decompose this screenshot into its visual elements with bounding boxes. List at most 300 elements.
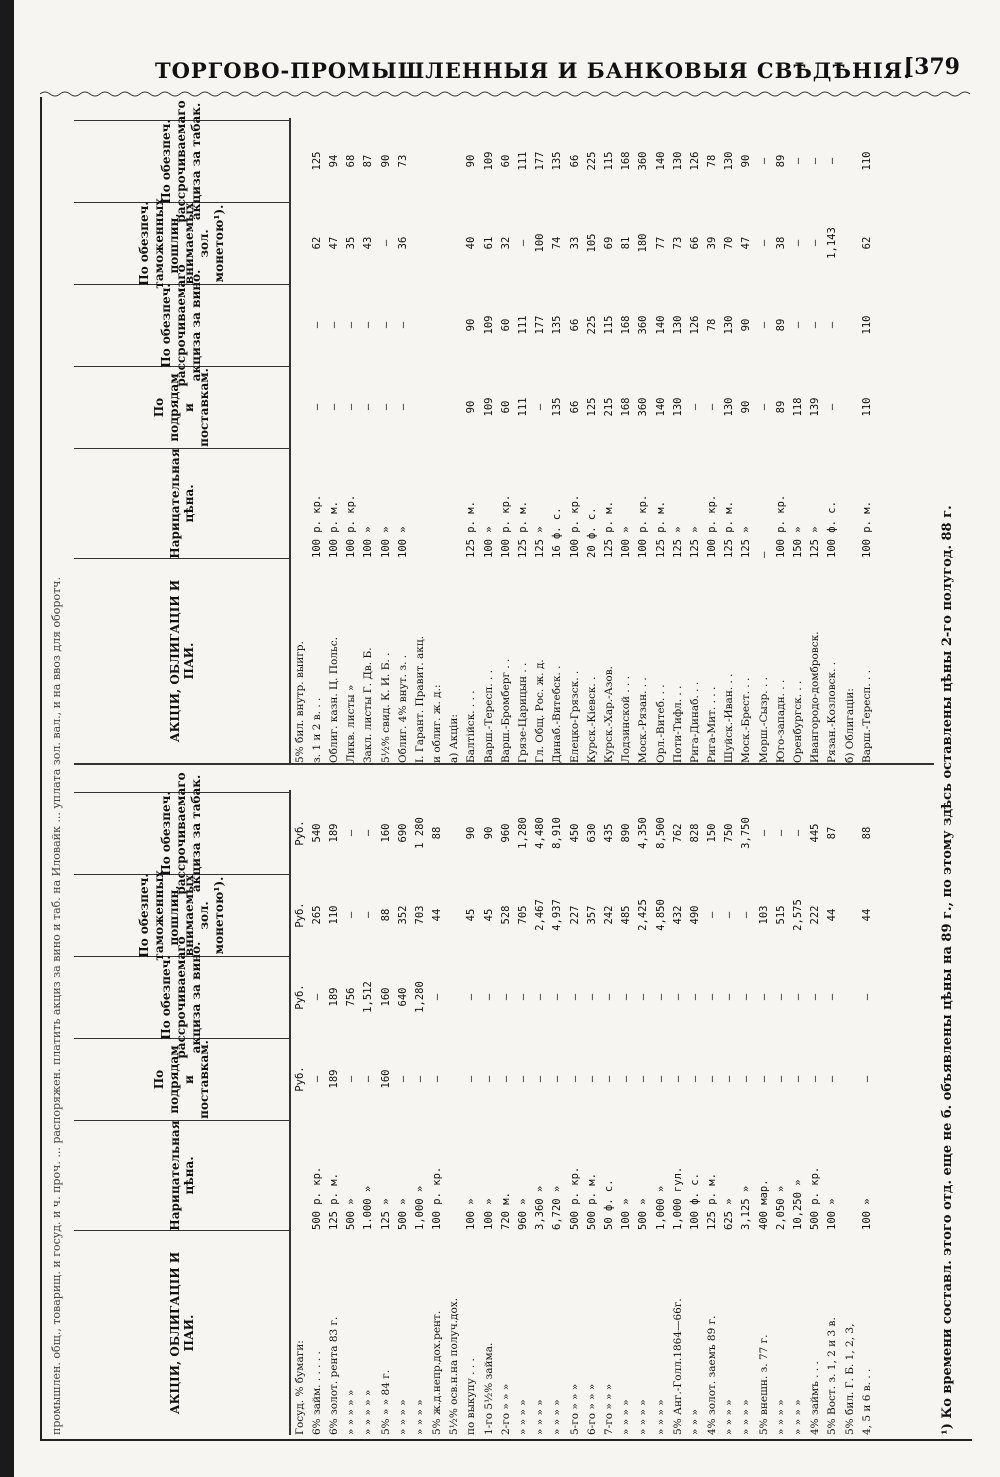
cell-name: 6% золот. рента 83 г. [327,1316,340,1435]
cell-nominal: 125 р. м. [517,501,530,558]
cell-name: » » » [688,1409,701,1435]
cell-nominal: 100 » [396,526,409,558]
cell-wine: 756 [345,987,358,1007]
cell-supply: — [723,1075,736,1083]
cell-supply: 60 [499,400,512,414]
cell-name: » » » » [413,1399,426,1435]
cell-wine: — [345,321,358,329]
cell-customs: 103 [757,905,770,925]
cell-supply: — [706,1075,719,1083]
cell-customs: 100 [534,233,547,253]
cell-supply: — [431,1075,444,1083]
cell-wine: — [774,993,787,1001]
cell-nominal: 100 » [482,1198,495,1230]
table-row [583,118,600,763]
cell-supply: — [620,1075,633,1083]
table-row [704,118,721,763]
cell-wine: — [465,993,478,1001]
footnote: ¹) Ко времени составл. этого отд. еще не б. объявлены цѣны на 89 г., по этому здѣсь оставлены цѣны 2-го полугод. 88 г. [940,505,955,1435]
cell-supply: — [345,1075,358,1083]
top-note: промышлен. общ., товарищ. и госуд. и ч. проч. ... распоряжен. платить акциз за вино и таб. на Иловайк ... уплата зол. вал., и на ввоз для оборотч. [50,577,63,1435]
cell-supply: 139 [809,397,822,417]
cell-tobacco: 126 [688,151,701,171]
cell-wine: 189 [327,987,340,1007]
cell-tobacco: 8,910 [551,817,564,849]
cell-tobacco: 4,480 [534,817,547,849]
cell-tobacco: 88 [860,826,873,840]
cell-name: 4% займъ . . . [809,1361,822,1435]
table-row [325,790,342,1435]
cell-tobacco: 87 [826,826,839,840]
cell-wine: — [620,993,633,1001]
cell-wine: — [792,993,805,1001]
page-header [60,50,960,90]
cell-name: Оренбургск. . . [792,680,805,763]
cell-customs: 38 [774,236,787,250]
cell-supply: — [379,403,392,411]
cell-nominal: 1,000 гул. [671,1166,684,1230]
table-row [721,118,738,763]
cell-tobacco: — [362,829,375,837]
cell-name: 4, 5 и 6 в. . . [860,1368,873,1435]
cell-nominal: 125 р. м. [602,501,615,558]
cell-supply: 160 [379,1069,392,1089]
cell-name: Рязан.-Козловск. . [826,661,839,763]
cell-nominal: 3,360 » [534,1185,547,1230]
cell-name: » » » » [774,1399,787,1435]
table-row [755,790,772,1435]
cell-supply: — [327,403,340,411]
cell-customs: 2,425 [637,899,650,931]
cell-supply: 109 [482,397,495,417]
cell-supply: — [534,403,547,411]
cell-customs: 73 [671,236,684,250]
cell-customs: — [362,911,375,919]
cell-name: Госуд. % бумаги: [293,1340,306,1435]
cell-nominal: 100 » [379,526,392,558]
cell-name: а) Акціи: [448,714,461,763]
cell-nominal: 100 » [362,526,375,558]
table-row [291,790,308,1435]
cell-nominal: 125 р. м. [327,1173,340,1230]
cell-tobacco: — [757,829,770,837]
table-row [789,118,806,763]
cell-customs: 432 [671,905,684,925]
cell-customs: 265 [310,905,323,925]
cell-name: Рига-Динаб. . . [688,681,701,763]
cell-tobacco: 111 [517,151,530,171]
cell-wine: 168 [620,315,633,335]
cell-name: Облиг. казн. Ц. Польс. [327,637,340,763]
cell-wine: 140 [654,315,667,335]
cell-nominal: 100 » [826,1198,839,1230]
right-table [74,100,934,765]
cell-nominal: 500 » [637,1198,650,1230]
table-row [738,118,755,763]
table-row [789,790,806,1435]
cell-supply: — [757,1075,770,1083]
cell-nominal: 100 р. кр. [431,1166,444,1230]
column-header-name: АКЦІИ, ОБЛИГАЦІИ И ПАИ. [74,1230,289,1435]
table-row [772,790,789,1435]
cell-supply: — [310,1075,323,1083]
cell-wine: — [310,321,323,329]
table-row [652,790,669,1435]
cell-name: Динаб.-Витебск. . [551,665,564,763]
column-header-tobacco-right: По обезпеч. рассрочиваемаго акциза за табак. [74,120,289,202]
table-row [824,118,841,763]
table-row [394,118,411,763]
table-row [463,118,480,763]
cell-nominal: 150 » [792,526,805,558]
cell-nominal: 50 ф. с. [602,1179,615,1230]
cell-nominal: 100 р. кр. [774,494,787,558]
column-header-wine: По обезпеч. рассрочиваемаго акциза за вино. [74,956,289,1038]
cell-nominal: 100 р. кр. [310,494,323,558]
cell-tobacco: 540 [310,823,323,843]
table-row [514,790,531,1435]
cell-wine: 66 [568,318,581,332]
table-row [686,118,703,763]
column-header-supply: По подрядам и поставкам. [74,1038,289,1120]
cell-customs: 36 [396,236,409,250]
table-row [807,790,824,1435]
cell-nominal: 500 р. кр. [809,1166,822,1230]
cell-wine: — [499,993,512,1001]
cell-tobacco: 115 [602,151,615,171]
cell-nominal: 100 р. м. [327,501,340,558]
cell-customs: — [345,911,358,919]
cell-customs: 4,937 [551,899,564,931]
cell-supply: — [568,1075,581,1083]
cell-nominal: 500 р. кр. [568,1166,581,1230]
cell-name: 5% бил. Г. Б. 1, 2, 3, [843,1323,856,1435]
cell-name: » » » » » [345,1389,358,1435]
table-row [841,118,858,763]
cell-wine: 90 [465,318,478,332]
cell-tobacco: 94 [327,154,340,168]
cell-customs: 62 [310,236,323,250]
table-row [669,790,686,1435]
cell-name: Варш.-Бромберг . . [499,658,512,763]
cell-supply: 90 [740,400,753,414]
cell-name: 4% золот. заемъ 89 г. [706,1315,719,1435]
cell-wine: 1,512 [362,981,375,1013]
cell-name: Моск.-Рязан. . . [637,677,650,763]
cell-supply: — [517,1075,530,1083]
cell-supply: — [826,403,839,411]
cell-nominal: 100 ф. с. [688,1173,701,1230]
cell-supply: — [637,1075,650,1083]
cell-tobacco: 168 [620,151,633,171]
cell-customs: 528 [499,905,512,925]
cell-customs: 44 [431,908,444,922]
column-header-name-right: АКЦІИ, ОБЛИГАЦІИ И ПАИ. [74,558,289,763]
table-row [480,790,497,1435]
cell-name: 5% » » 84 г. [379,1369,392,1435]
left-table-body [291,790,875,1435]
table-row [480,118,497,763]
cell-supply: — [396,1075,409,1083]
table-row [411,118,428,763]
table-row [308,790,325,1435]
table-row [841,790,858,1435]
cell-nominal: 400 мар. [757,1179,770,1230]
cell-wine: 640 [396,987,409,1007]
cell-nominal: 100 р. кр. [637,494,650,558]
cell-tobacco: 90 [465,154,478,168]
cell-customs: 110 [327,905,340,925]
cell-nominal: 10,250 » [792,1179,805,1230]
cell-wine: — [826,993,839,1001]
cell-supply: — [860,1075,873,1083]
cell-wine: — [809,993,822,1001]
cell-supply: 90 [465,400,478,414]
cell-name: Морш.-Сызр. . . [757,677,770,763]
cell-supply: — [671,1075,684,1083]
cell-customs: 105 [585,233,598,253]
cell-wine: 109 [482,315,495,335]
table-row [618,118,635,763]
cell-wine: — [482,993,495,1001]
cell-name: 7-го » » » [602,1383,615,1435]
cell-tobacco: 135 [551,151,564,171]
cell-name: Рига-Мит. . . . [706,686,719,763]
cell-customs: 222 [809,905,822,925]
cell-customs: 39 [706,236,719,250]
table-row [824,790,841,1435]
cell-supply: 130 [723,397,736,417]
cell-customs: 180 [637,233,650,253]
table-row [600,118,617,763]
cell-wine: — [740,993,753,1001]
cell-name: » » » » [792,1399,805,1435]
table-row [514,118,531,763]
cell-nominal: 625 » [723,1198,736,1230]
cell-wine: — [551,993,564,1001]
cell-supply: 135 [551,397,564,417]
cell-name: » » » » [637,1399,650,1435]
cell-tobacco: 890 [620,823,633,843]
cell-wine: 89 [774,318,787,332]
cell-nominal: 1,000 » [654,1185,667,1230]
cell-supply: — [362,403,375,411]
cell-nominal: 3,125 » [740,1185,753,1230]
cell-tobacco: 445 [809,823,822,843]
cell-supply: — [413,1075,426,1083]
cell-nominal: 20 ф. с. [585,507,598,558]
cell-wine: — [826,321,839,329]
cell-nominal: 100 р. кр. [499,494,512,558]
cell-tobacco: 90 [379,154,392,168]
cell-customs: 88 [379,908,392,922]
cell-tobacco: 90 [482,826,495,840]
cell-nominal: 16 ф. с. [551,507,564,558]
column-header-customs-right: По обезпеч. таможенных пошлин, внимаемых зол. монетою¹). [74,202,289,284]
cell-tobacco: 150 [706,823,719,843]
cell-customs: — [792,239,805,247]
cell-supply: — [551,1075,564,1083]
cell-supply: — [499,1075,512,1083]
table-row [600,790,617,1435]
cell-customs: 66 [688,236,701,250]
cell-name: I. Гарант. Правит. акц. [413,636,426,763]
cell-tobacco: 828 [688,823,701,843]
table-row [343,790,360,1435]
cell-nominal: 125 р. м. [654,501,667,558]
table-row [308,118,325,763]
cell-name: 5% Анг.-Голл.1864—66г. [671,1298,684,1435]
cell-wine: — [723,993,736,1001]
cell-supply: — [465,1075,478,1083]
cell-wine: — [431,993,444,1001]
book-spine-edge [0,0,14,1477]
cell-nominal: 500 » [345,1198,358,1230]
table-row [360,790,377,1435]
cell-supply: — [706,403,719,411]
cell-wine: — [379,321,392,329]
cell-supply: — [792,1075,805,1083]
table-row [325,118,342,763]
table-row [429,790,446,1435]
cell-wine: 160 [379,987,392,1007]
cell-tobacco: 125 [310,151,323,171]
cell-tobacco: 1 280 [413,817,426,849]
cell-tobacco: 189 [327,823,340,843]
right-table-header [74,100,291,763]
cell-customs: 77 [654,236,667,250]
cell-customs: 32 [499,236,512,250]
column-header-supply-right: По подрядам и поставкам. [74,366,289,448]
table-row [652,118,669,763]
table-row [738,790,755,1435]
cell-name: » » » » » [362,1389,375,1435]
cell-name: 5½% свид. К. И. Б. . [379,652,392,763]
table-row [549,118,566,763]
cell-name: 5% Вост. з. 1, 2 и 3 в. [826,1317,839,1435]
cell-name: Юго-западн. . . [774,679,787,763]
cell-customs: — [723,911,736,919]
table-row [772,118,789,763]
cell-name: » » » » [534,1399,547,1435]
table-row [497,118,514,763]
cell-supply: Руб. [293,1066,306,1092]
table-row [377,790,394,1435]
cell-name: Лодзинской . . . [620,675,633,763]
cell-customs: 4,850 [654,899,667,931]
cell-name: » » » » [654,1399,667,1435]
table-row [394,790,411,1435]
right-table-body [291,118,875,763]
cell-nominal: 500 р. кр. [310,1166,323,1230]
cell-customs: 47 [740,236,753,250]
cell-nominal: 1,000 » [413,1185,426,1230]
cell-tobacco: 66 [568,154,581,168]
cell-name: » » » » [740,1399,753,1435]
cell-customs: 1,143 [826,227,839,259]
cell-tobacco: 73 [396,154,409,168]
table-row [669,118,686,763]
cell-wine: — [327,321,340,329]
cell-nominal: 125 р. м. [465,501,478,558]
cell-wine: 130 [671,315,684,335]
table-row [566,790,583,1435]
cell-name: Моск.-Брест. . . [740,677,753,763]
cell-nominal: 1.000 » [362,1185,375,1230]
cell-wine: 110 [860,315,873,335]
table-row [360,118,377,763]
cell-wine: — [654,993,667,1001]
cell-name: Варш.-Тересп. . . [860,669,873,763]
cell-tobacco: — [792,829,805,837]
cell-tobacco: 435 [602,823,615,843]
cell-tobacco: — [809,157,822,165]
cell-supply: — [482,1075,495,1083]
table-row [446,790,463,1435]
column-header-customs: По обезпеч. таможенных пошлин, внимаемых зол. монетою¹). [74,874,289,956]
cell-tobacco: 88 [431,826,444,840]
cell-tobacco: 225 [585,151,598,171]
cell-supply: — [362,1075,375,1083]
cell-name: з. 1 и 2 в. . . [310,697,323,763]
table-row [429,118,446,763]
cell-customs: 227 [568,905,581,925]
cell-wine: 78 [706,318,719,332]
cell-name: Облиг. 4% внут. з. . [396,654,409,763]
cell-tobacco: 960 [499,823,512,843]
cell-name: Грязе-Царицын . . [517,662,530,763]
cell-name: 2-го » » » [499,1383,512,1435]
table-row [858,118,875,763]
cell-supply: — [688,403,701,411]
cell-nominal: — [757,551,770,558]
cell-wine: 126 [688,315,701,335]
cell-name: » » » » [517,1399,530,1435]
cell-name: Гл. Общ. Рос. ж. д. [534,659,547,763]
cell-name: » » » » [396,1399,409,1435]
cell-customs: 2,575 [792,899,805,931]
cell-supply: 215 [602,397,615,417]
cell-tobacco: 140 [654,151,667,171]
cell-nominal: 100 » [465,1198,478,1230]
cell-supply: — [310,403,323,411]
cell-customs: 69 [602,236,615,250]
cell-supply: — [345,403,358,411]
cell-name: 1-го 5½% займа. [482,1342,495,1435]
cell-name: Закл. листы Г. Дв. Б. [362,647,375,763]
cell-name: Елецко-Грязск. . [568,670,581,763]
cell-nominal: 720 м. [499,1192,512,1230]
cell-name: 5-го » » » [568,1383,581,1435]
cell-wine: — [602,993,615,1001]
cell-supply: — [534,1075,547,1083]
cell-tobacco: 360 [637,151,650,171]
cell-supply: — [740,1075,753,1083]
table-row [343,118,360,763]
cell-name: Курск.-Кіевск. . [585,676,598,763]
cell-wine: — [757,993,770,1001]
cell-nominal: 125 р. м. [706,1173,719,1230]
cell-customs: 45 [465,908,478,922]
cell-name: Шуйск.-Иван. . . [723,673,736,763]
cell-supply: — [585,1075,598,1083]
cell-tobacco: 690 [396,823,409,843]
cell-supply: — [826,1075,839,1083]
cell-name: 6% займ. . . . . . [310,1351,323,1435]
cell-wine: — [860,993,873,1001]
cell-supply: 66 [568,400,581,414]
cell-customs: 35 [345,236,358,250]
